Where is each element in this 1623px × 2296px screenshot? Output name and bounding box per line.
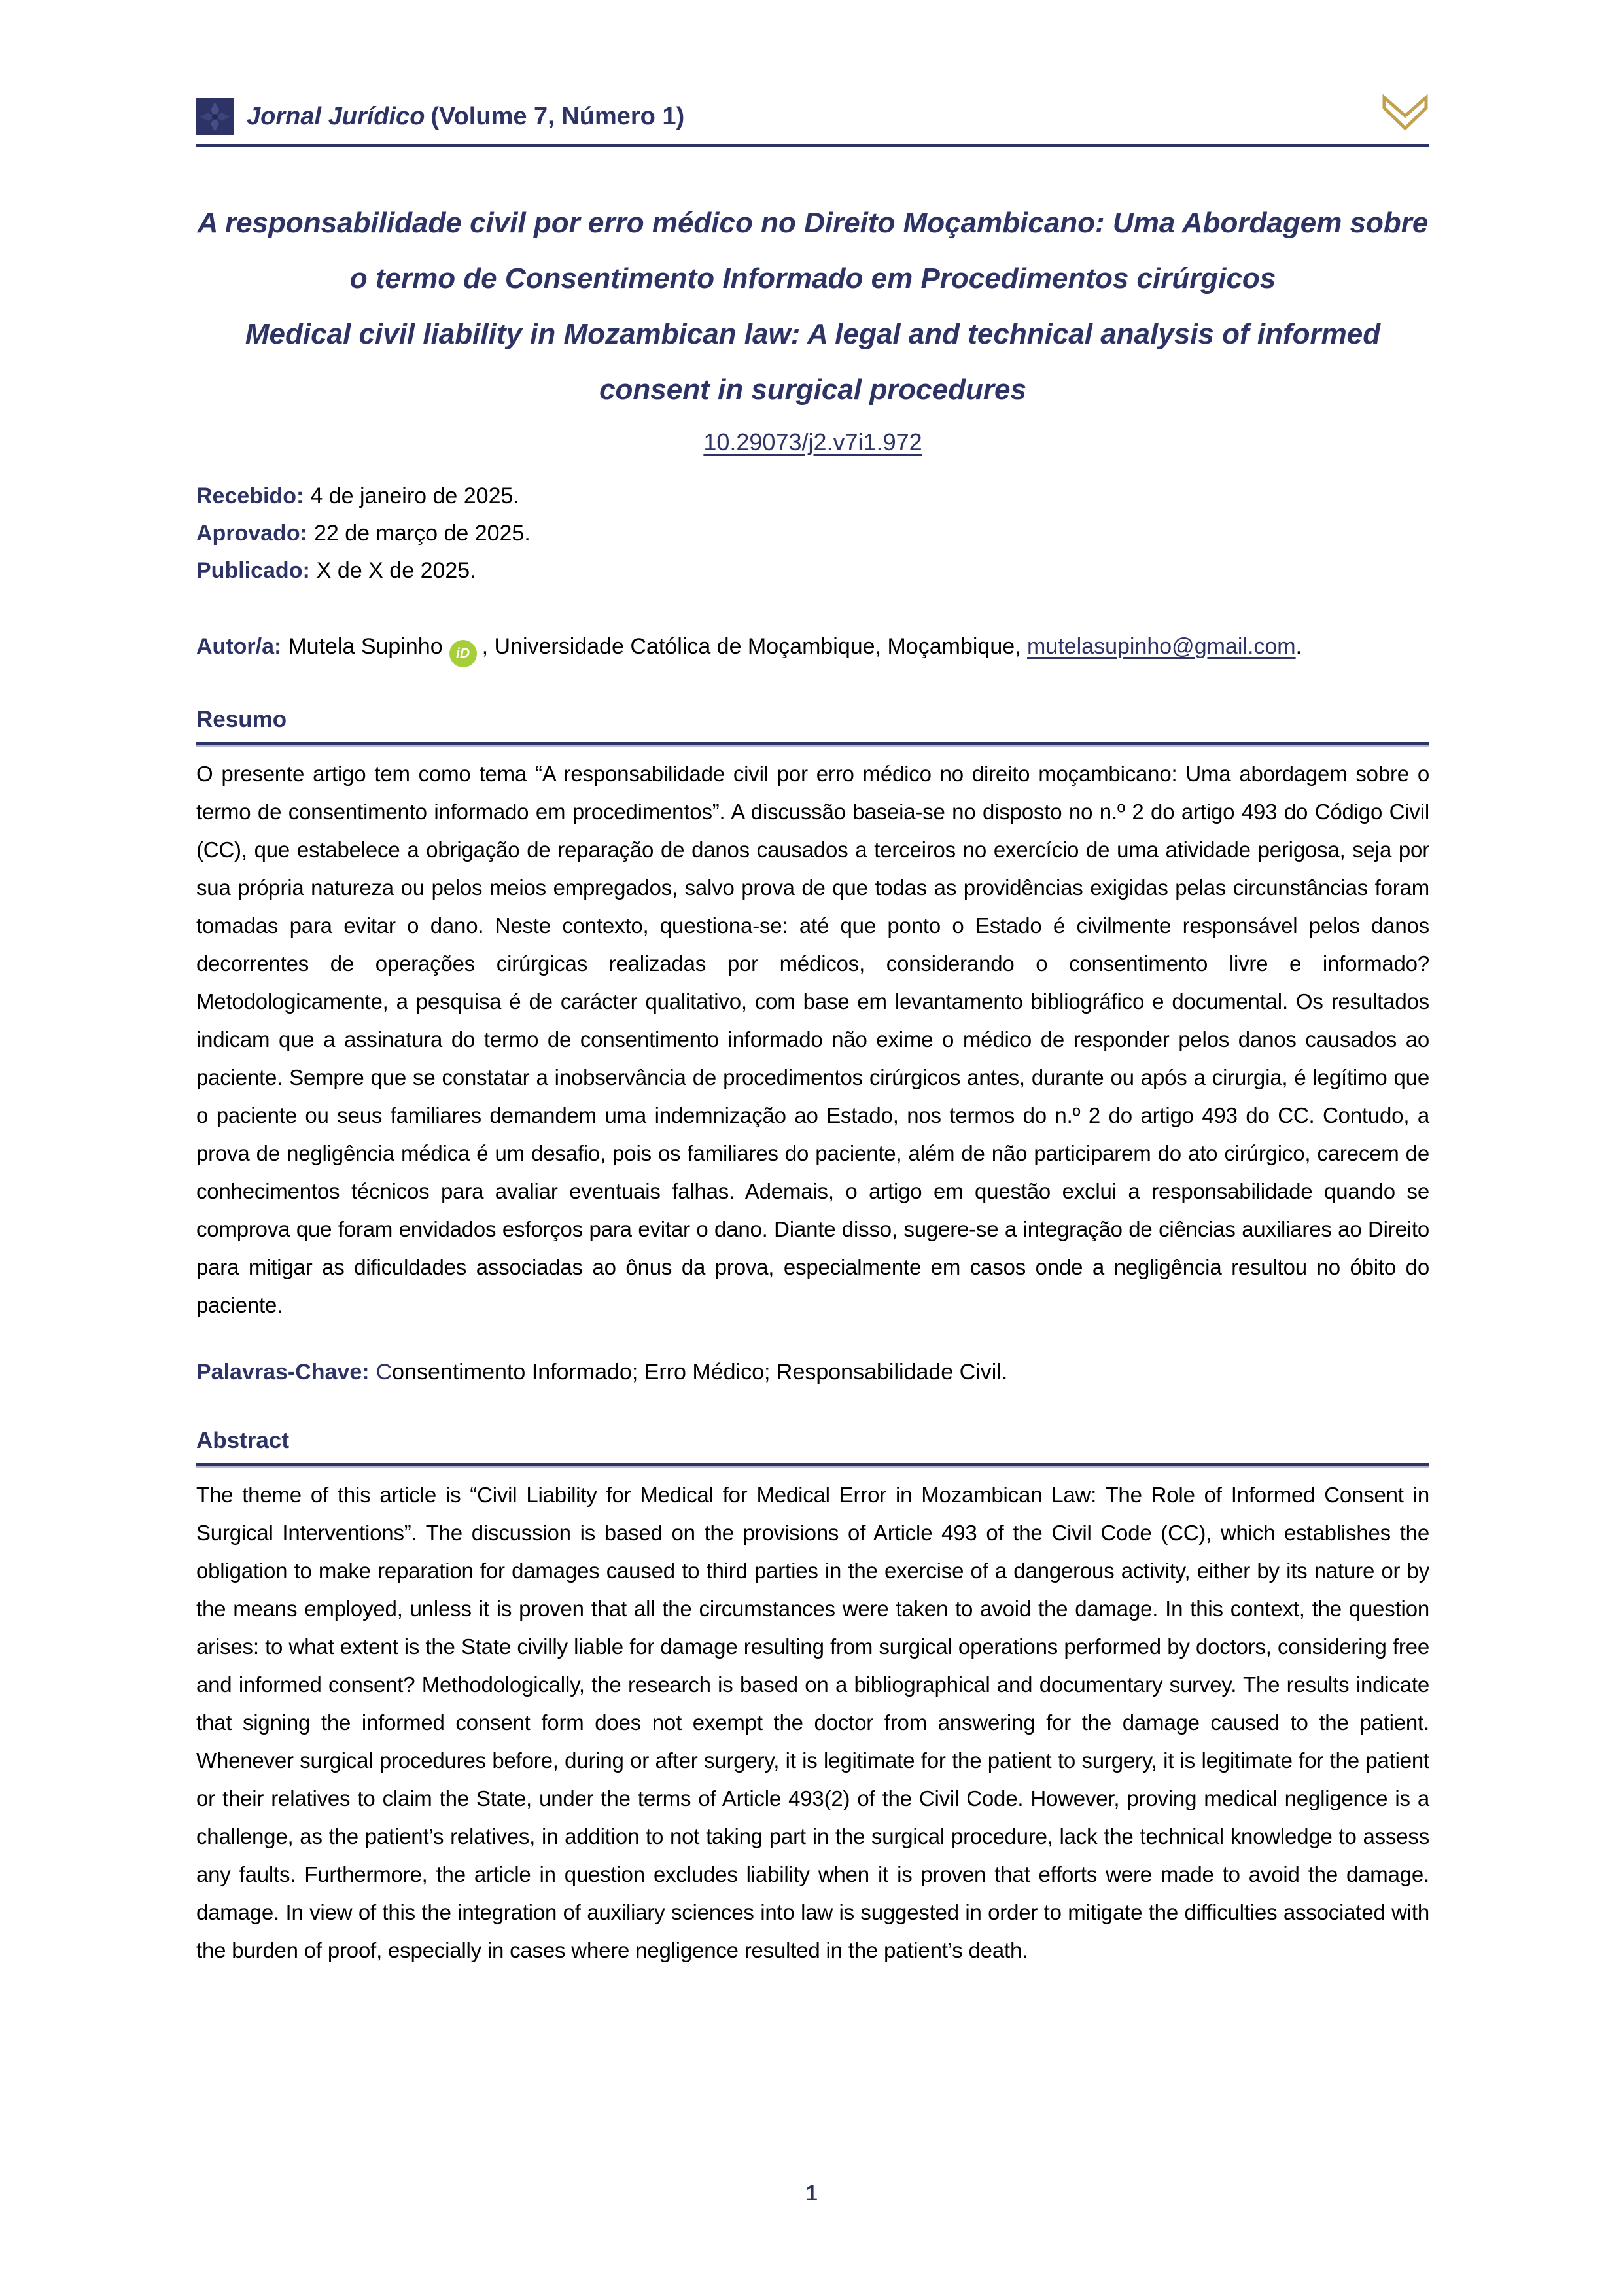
keywords-label: Palavras-Chave:: [196, 1360, 370, 1385]
received-label: Recebido:: [196, 484, 304, 508]
title-block: [196, 195, 1429, 463]
header-divider: [196, 144, 1429, 147]
gold-chevron-icon: [1381, 94, 1429, 139]
journal-logo-icon: [196, 98, 234, 135]
keywords-lead: C: [375, 1360, 393, 1385]
published-value: X de X de 2025.: [316, 558, 476, 583]
resumo-heading: Resumo: [196, 707, 287, 732]
published-label: Publicado:: [196, 558, 310, 583]
author-email-link[interactable]: mutelasupinho@gmail.com: [1027, 634, 1296, 659]
abstract-paragraph: The theme of this article is “Civil Liability for Medical for Medical Error in Mozambican Law: The Role of Informed Consent in Surgical Interventions”. The discussion is based on the provisions of Article 493 of the Civil Code (CC), which establishes the obligation to make reparation for damages caused to third parties in the exercise of a dangerous activity, either by its nature or by the means employed, unless it is proven that all the circumstances were taken to avoid the damage. In this context, the question arises: to what extent is the State civilly liable for damage resulting from surgical operations performed by doctors, considering free and informed consent? Methodologically, the research is based on a bibliographical and documentary survey. The results indicate that signing the informed consent form does not exempt the doctor from answering for the damage caused to the patient. Whenever surgical procedures before, during or after surgery, it is legitimate for the patient to surgery, it is legitimate for the patient or their relatives to claim the State, under the terms of Article 493(2) of the Civil Code. However, proving medical negligence is a challenge, as the patient’s relatives, in addition to not taking part in the surgical procedure, lack the technical knowledge to assess any faults. Furthermore, the article in question excludes liability when it is proven that efforts were made to avoid the damage. damage. In view of this the integration of auxiliary sciences into law is suggested in order to mitigate the difficulties associated with the burden of proof, especially in cases where negligence resulted in the patient’s death.: [196, 1483, 1429, 1962]
received-line: [196, 478, 1429, 515]
resumo-divider: [196, 742, 1429, 745]
dates-block: [196, 478, 1429, 590]
logo-cross-icon: [196, 98, 234, 135]
approved-label: Aprovado:: [196, 521, 307, 546]
received-value: 4 de janeiro de 2025.: [310, 484, 519, 508]
abstract-heading: Abstract: [196, 1428, 289, 1453]
keywords-text: onsentimento Informado; Erro Médico; Responsabilidade Civil.: [392, 1360, 1008, 1385]
author-line: [196, 630, 1429, 667]
doi-line: [196, 427, 1429, 463]
abstract-divider: [196, 1463, 1429, 1466]
keywords-line: [196, 1356, 1429, 1388]
page-number: 1: [805, 2181, 818, 2205]
article-title-pt: A responsabilidade civil por erro médico no Direito Moçambicano: Uma Abordagem sobre o termo de Consentimento Informado em Procedimentos cirúrgicos: [197, 207, 1429, 294]
orcid-icon[interactable]: iD: [449, 640, 477, 667]
journal-issue-info: (Volume 7, Número 1): [430, 102, 685, 130]
author-name: Mutela Supinho: [288, 634, 443, 659]
doi-link[interactable]: 10.29073/j2.v7i1.972: [703, 429, 922, 455]
page-header: [196, 0, 1429, 136]
approved-value: 22 de março de 2025.: [314, 521, 531, 546]
resumo-paragraph: O presente artigo tem como tema “A responsabilidade civil por erro médico no direito moçambicano: Uma abordagem sobre o termo de consentimento informado em procedimentos”. A discussão baseia-se no disposto no n.º 2 do artigo 493 do Código Civil (CC), que estabelece a obrigação de reparação de danos causados a terceiros no exercício de uma atividade perigosa, seja por sua própria natureza ou pelos meios empregados, salvo prova de que todas as providências exigidas pelas circunstâncias foram tomadas para evitar o dano. Neste contexto, questiona-se: até que ponto o Estado é civilmente responsável pelos danos decorrentes de operações cirúrgicas realizadas por médicos, considerando o consentimento livre e informado? Metodologicamente, a pesquisa é de carácter qualitativo, com base em levantamento bibliográfico e documental. Os resultados indicam que a assinatura do termo de consentimento informado não exime o médico de responder pelos danos causados ao paciente. Sempre que se constatar a inobservância de procedimentos cirúrgicos antes, durante ou após a cirurgia, é legítimo que o paciente ou seus familiares demandem uma indemnização ao Estado, nos termos do n.º 2 do artigo 493 do CC. Contudo, a prova de negligência médica é um desafio, pois os familiares do paciente, além de não participarem do ato cirúrgico, carecem de conhecimentos técnicos para avaliar eventuais falhas. Ademais, o artigo em questão exclui a responsabilidade quando se comprova que foram envidados esforços para evitar o dano. Diante disso, sugere-se a integração de ciências auxiliares ao Direito para mitigar as dificuldades associadas ao ônus da prova, especialmente em casos onde a negligência resultou no óbito do paciente.: [196, 762, 1429, 1317]
author-label: Autor/a:: [196, 634, 282, 659]
article-title-en: Medical civil liability in Mozambican law: A legal and technical analysis of informed consent in surgical procedures: [245, 318, 1381, 406]
published-line: [196, 552, 1429, 590]
approved-line: [196, 515, 1429, 552]
author-suffix: .: [1295, 634, 1302, 659]
journal-name: Jornal Jurídico: [247, 102, 425, 130]
journal-title-line: [247, 103, 684, 131]
author-affiliation: , Universidade Católica de Moçambique, Moçambique,: [481, 634, 1028, 659]
